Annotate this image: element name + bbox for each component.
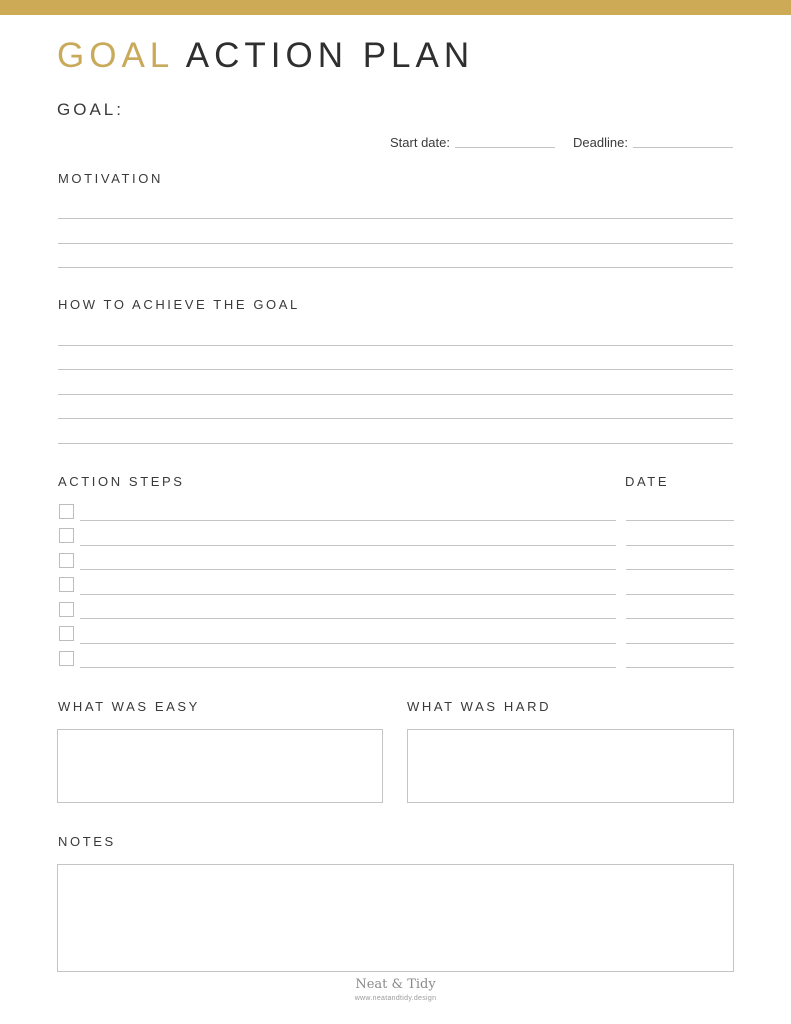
action-step-checkbox[interactable] [59,577,74,592]
notes-box[interactable] [57,864,734,972]
motivation-line[interactable] [58,218,733,219]
brand-logo: Neat & Tidy [355,977,436,992]
start-date-label: Start date: [390,135,450,150]
what-was-hard-box[interactable] [407,729,734,803]
title-rest: ACTION PLAN [185,36,475,75]
goal-label: GOAL: [57,100,124,119]
deadline-label: Deadline: [573,135,628,150]
title-accent: GOAL [57,36,173,75]
how-to-achieve-heading: HOW TO ACHIEVE THE GOAL [58,297,300,312]
start-date-field[interactable] [455,147,555,148]
action-step-checkbox[interactable] [59,504,74,519]
how-to-achieve-line[interactable] [58,369,733,370]
what-was-easy-box[interactable] [57,729,383,803]
action-step-line[interactable] [80,569,616,570]
date-heading: DATE [625,474,670,489]
action-step-checkbox[interactable] [59,602,74,617]
action-step-date-line[interactable] [626,594,734,595]
action-step-line[interactable] [80,618,616,619]
top-accent-bar [0,0,791,15]
action-step-date-line[interactable] [626,667,734,668]
page-title [57,36,474,76]
action-step-line[interactable] [80,520,616,521]
action-step-date-line[interactable] [626,545,734,546]
how-to-achieve-line[interactable] [58,418,733,419]
action-step-date-line[interactable] [626,569,734,570]
action-step-line[interactable] [80,643,616,644]
how-to-achieve-line[interactable] [58,394,733,395]
action-step-date-line[interactable] [626,618,734,619]
action-step-line[interactable] [80,545,616,546]
motivation-line[interactable] [58,267,733,268]
action-step-checkbox[interactable] [59,528,74,543]
deadline-field[interactable] [633,147,733,148]
action-steps-heading: ACTION STEPS [58,474,185,489]
what-was-hard-heading: WHAT WAS HARD [407,699,552,714]
notes-heading: NOTES [58,834,116,849]
action-step-date-line[interactable] [626,643,734,644]
action-step-date-line[interactable] [626,520,734,521]
action-step-checkbox[interactable] [59,651,74,666]
brand-url: www.neatandtidy.design [354,995,437,1002]
motivation-line[interactable] [58,243,733,244]
how-to-achieve-line[interactable] [58,345,733,346]
action-step-line[interactable] [80,667,616,668]
how-to-achieve-line[interactable] [58,443,733,444]
motivation-heading: MOTIVATION [58,171,163,186]
action-step-checkbox[interactable] [59,553,74,568]
what-was-easy-heading: WHAT WAS EASY [58,699,200,714]
action-step-line[interactable] [80,594,616,595]
action-step-checkbox[interactable] [59,626,74,641]
